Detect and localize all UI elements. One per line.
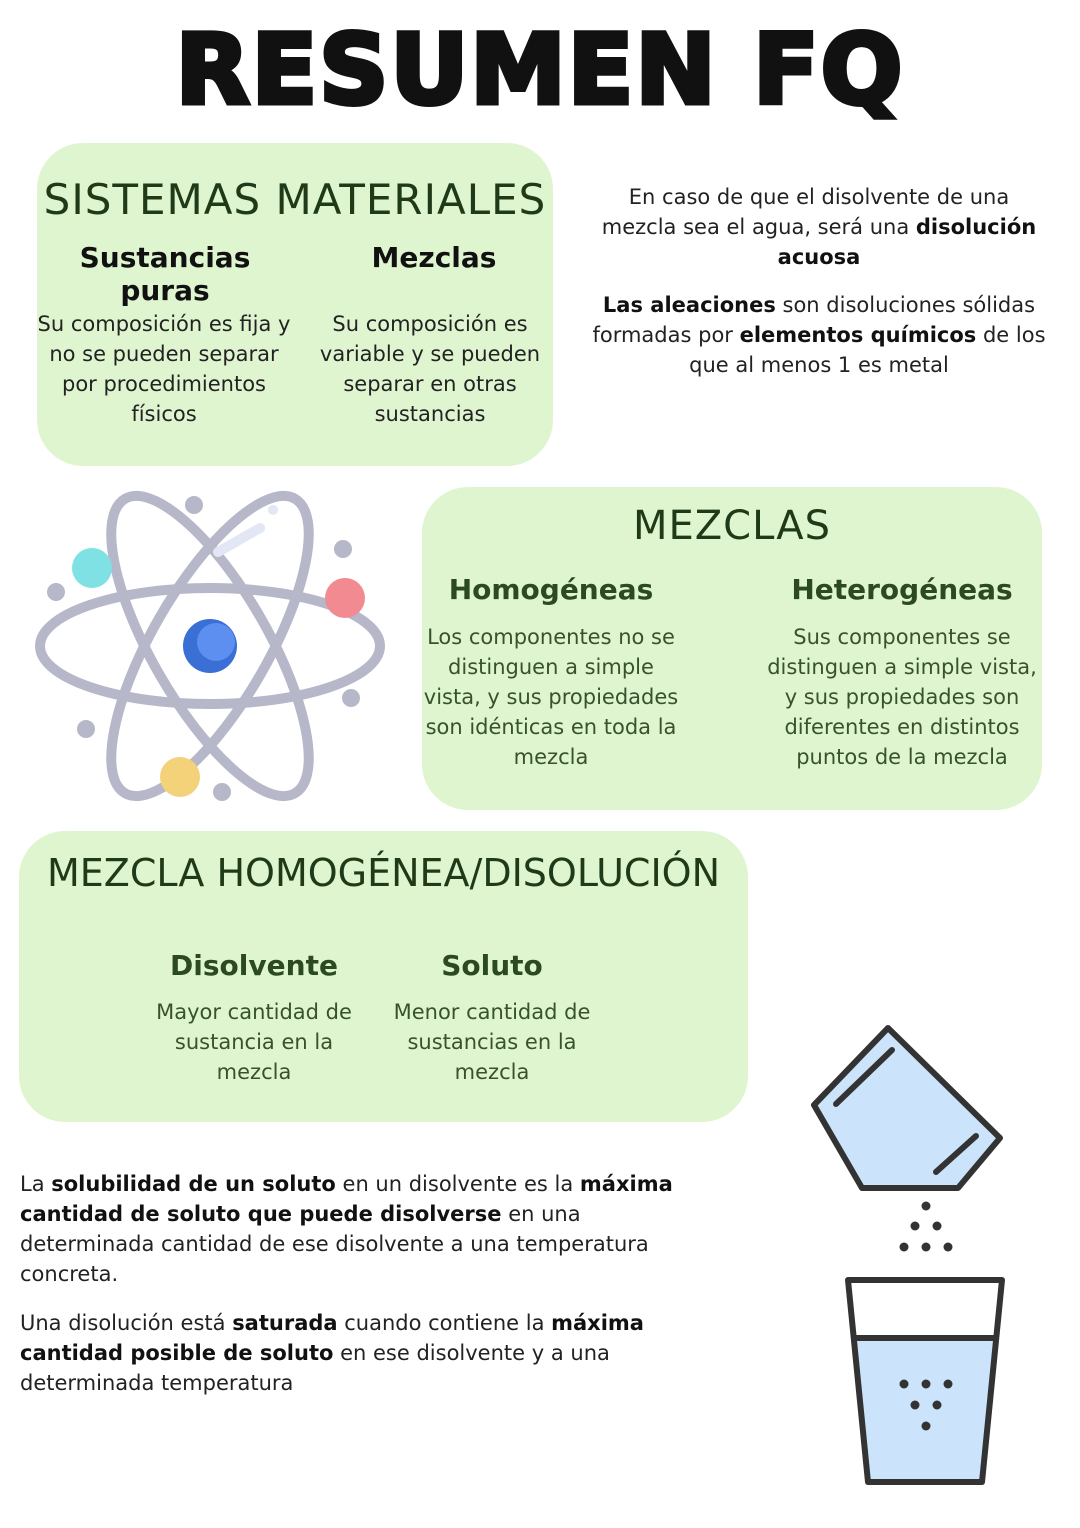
solubilidad-note [20,1169,710,1289]
note-text: son disoluciones sólidas formadas por [592,293,1036,347]
note-text: en ese disolvente y a una determinada temperatura [20,1341,610,1395]
note-text: La [20,1172,52,1196]
note-bold: máxima cantidad posible de soluto [20,1311,644,1365]
note-bold: disolución acuosa [777,215,1037,269]
note-text: cuando contiene la [337,1311,552,1335]
disolucion-box [19,831,748,1122]
aleaciones-note [592,290,1046,380]
soluto-title: Soluto [441,949,543,982]
heterogeneas-title: Heterogéneas [791,573,1013,606]
mezclas-text: Su composición es variable y se pueden separar en otras sustancias [319,312,541,426]
soluto-text: Menor cantidad de sustancias en la mezcla [393,1000,591,1084]
heterogeneas-text: Sus componentes se distinguen a simple vista, y sus propiedades son diferentes en distintos puntos de la mezcla [767,625,1037,769]
mezclas-box [422,487,1042,810]
homogeneas-text: Los componentes no se distinguen a simple vista, y sus propiedades son idénticas en toda la mezcla [423,625,679,769]
note-text: Una disolución está [20,1311,233,1335]
sistemas-materiales-box [37,143,553,466]
disolucion-heading: MEZCLA HOMOGÉNEA/DISOLUCIÓN [46,851,720,895]
disolucion-acuosa-note [592,182,1046,272]
disolvente-title: Disolvente [170,949,338,982]
note-text: de los que al menos 1 es metal [689,323,1046,377]
mezclas-title: Mezclas [371,241,497,274]
note-bold: saturada [232,1311,338,1335]
atom-icon [30,488,390,808]
homogeneas-title: Homogéneas [448,573,654,606]
pouring-powder-icon [800,1020,1020,1490]
sustancias-puras-text: Su composición es fija y no se pueden separar por procedimientos físicos [37,312,291,426]
sustancias-puras-title: Sustancias puras [79,241,251,307]
note-text: en un disolvente es la [335,1172,580,1196]
saturada-note [20,1308,720,1398]
note-bold: Las aleaciones [602,293,776,317]
note-text: En caso de que el disolvente de una mezcla sea el agua, será una [601,185,1010,239]
disolvente-text: Mayor cantidad de sustancia en la mezcla [156,1000,352,1084]
sistemas-materiales-heading: SISTEMAS MATERIALES [43,175,547,224]
note-bold: máxima cantidad de soluto que puede disolverse [20,1172,673,1226]
note-bold: elementos químicos [739,323,977,347]
note-bold: solubilidad de un soluto [51,1172,336,1196]
mezclas-heading: MEZCLAS [632,503,832,549]
note-text: en una determinada cantidad de ese disolvente a una temperatura concreta. [20,1202,649,1286]
page-title: RESUMEN FQ [175,14,905,126]
